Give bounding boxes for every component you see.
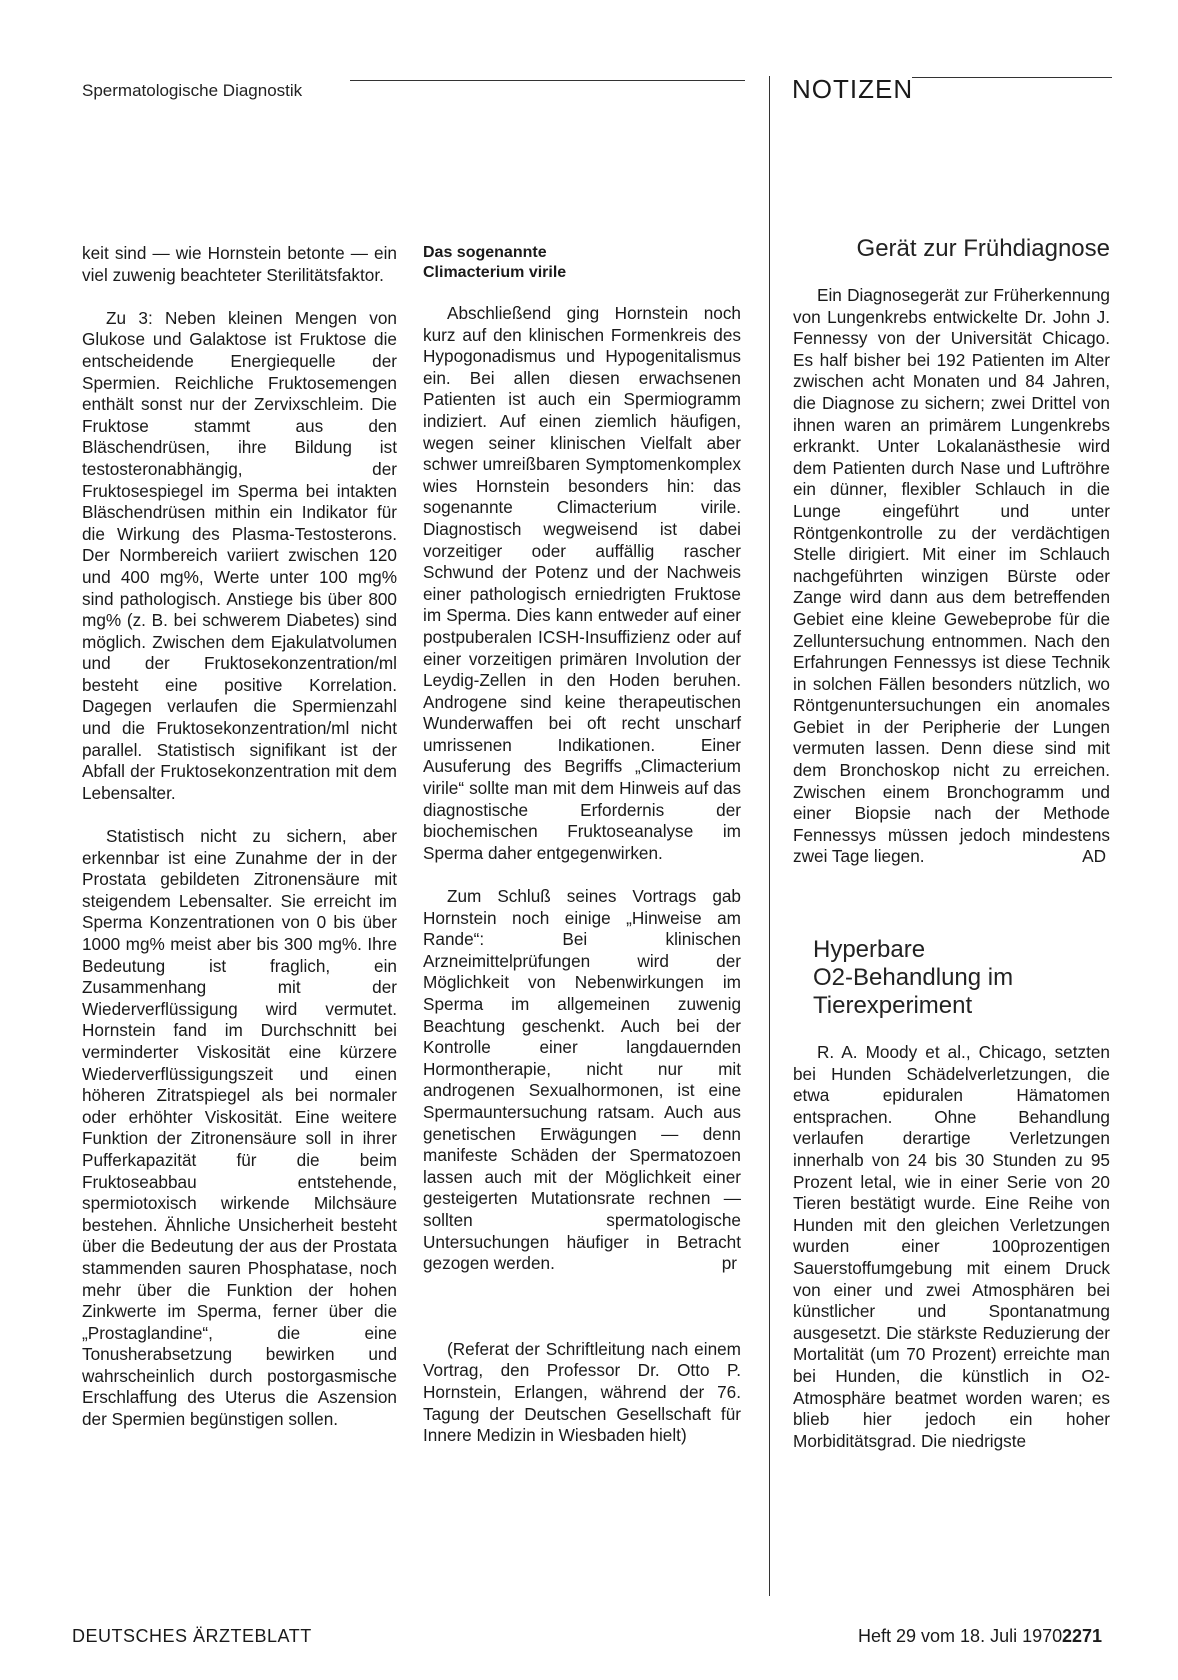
col2-paragraph-2	[423, 886, 741, 1275]
journal-name: DEUTSCHES ÄRZTEBLATT	[72, 1626, 312, 1646]
column-2	[423, 243, 741, 1468]
author-initials-ad: AD	[1082, 846, 1106, 867]
col1-paragraph-1: keit sind — wie Hornstein betonte — ein viel zuwenig beachteter Sterilitätsfaktor.	[82, 243, 397, 285]
header-rule-left	[350, 80, 745, 81]
heading2-line-1: Hyperbare	[813, 936, 926, 964]
col3-paragraph-2: R. A. Moody et al., Chicago, setzten bei Hunden Schädelverletzungen, die etwa epiduralen Hämatomen entsprachen. Ohne Behandlung verlaufen derartige Verletzungen innerhalb von 24 bis 30 Stunden zu 95 Prozent letal, wie in einer Serie von 20 Tieren bestätigt wurde. Eine Reihe von Hunden mit den gleichen Verletzungen wurden einer 100prozentigen Sauerstoffumgebung mit einem Druck von einer und zwei Atmosphären bei künstlicher und Spontanatmung ausgesetzt. Die stärkste Reduzierung der Mortalität (um 70 Prozent) erreichte man bei Hunden, die künstlich in O2-Atmosphäre beatmet worden waren; es blieb hier jedoch ein hoher Morbiditätsgrad. Die niedrigste	[793, 1042, 1110, 1451]
notiz-heading-1: Gerät zur Frühdiagnose	[856, 235, 1110, 262]
col2-paragraph-2-text: Zum Schluß seines Vortrags gab Hornstein noch einige „Hinweise am Rande“: Bei klinischen Arzneimittelprüfungen wird der Möglichkeit von Nebenwirkungen im Sperma im allgemeinen zuwenig Beachtung geschenkt. Auch bei der Kontrolle einer langdauernden Hormontherapie, nicht nur mit androgenen Sexualhormonen, ist eine Spermauntersuchung ratsam. Auch aus genetischen Erwägungen — denn manifeste Schäden der Spermatozoen lassen auch mit der Möglichkeit einer gesteigerten Mutationsrate rechnen — sollten spermatologische Untersuchungen häufiger in Betracht gezogen werden.	[423, 886, 741, 1274]
running-title: Spermatologische Diagnostik	[82, 81, 303, 100]
col3-paragraph-1-text: Ein Diagnosegerät zur Früherkennung von Lungenkrebs entwickelte Dr. John J. Fennessy von der Universität Chicago. Es half bisher bei 192 Patienten im Alter zwischen acht Monaten und 84 Jahren, die Diagnose zu sichern; zwei Drittel von ihnen waren an primärem Lungenkrebs erkrankt. Unter Lokalanästhesie wird dem Patienten durch Nase und Luftröhre ein dünner, flexibler Schlauch in die Lunge eingeführt und unter Röntgenkontrolle zu der verdächtigen Stelle dirigiert. Mit einer im Schlauch nachgeführten winzigen Bürste oder Zange wird dann aus dem betreffenden Gebiet eine kleine Gewebeprobe für die Zelluntersuchung entnommen. Nach den Erfahrungen Fennessys ist diese Technik in solchen Fällen besonders nützlich, wo Röntgenuntersuchungen ein anomales Gebiet in der Peripherie der Lungen vermuten lassen. Denn diese sind mit dem Bronchoskop nicht zu erreichen. Zwischen einem Bronchogramm und einer Biopsie nach der Methode Fennessys müssen jedoch mindestens zwei Tage liegen.	[793, 285, 1110, 867]
col1-paragraph-2: Zu 3: Neben kleinen Mengen von Glukose und Galaktose ist Fruktose die entscheidende Energiequelle der Spermien. Reichliche Fruktosemengen enthält sonst nur der Zervixschleim. Die Fruktose stammt aus den Bläschendrüsen, ihre Bildung ist testosteronabhängig, der Fruktosespiegel im Sperma bei intakten Bläschendrüsen mithin ein Indikator für die Wirkung des Plasma-Testosterons. Der Normbereich variiert zwischen 120 und 400 mg%, Werte unter 100 mg% sind pathologisch. Anstiege bis über 800 mg% (z. B. bei schwerem Diabetes) sind möglich. Zwischen dem Ejakulatvolumen und der Fruktosekonzentration/ml besteht eine positive Korrelation. Dagegen verlaufen die Spermienzahl und die Fruktosekonzentration/ml nicht parallel. Statistisch signifikant ist der Abfall der Fruktosekonzentration mit dem Lebensalter.	[82, 307, 397, 803]
section-heading-climacterium	[423, 243, 741, 283]
issue-info: Heft 29 vom 18. Juli 1970	[858, 1626, 1063, 1646]
column-3	[793, 235, 1110, 1474]
column-divider	[769, 76, 770, 1596]
col1-paragraph-3: Statistisch nicht zu sichern, aber erkennbar ist eine Zunahme der in der Prostata gebildeten Zitronensäure mit steigendem Lebensalter. Sie erreicht im Sperma Konzentrationen von 0 bis über 1000 mg% meist aber bis 300 mg%. Ihre Bedeutung ist fraglich, ein Zusammenhang mit der Wiederverflüssigung wird vermutet. Hornstein fand im Durchschnitt bei verminderter Viskosität eine kürzere Wiederverflüssigungszeit und einen höheren Zitratspiegel als bei normaler oder erhöhter Viskosität. Eine weitere Funktion der Zitronensäure soll in ihrer Pufferkapazität für die beim Fruktoseabbau entstehende, spermiotoxisch wirkende Milchsäure bestehen. Ähnliche Unsicherheit besteht über die Bedeutung der aus der Prostata stammenden sauren Phosphatase, noch mehr über die Funktion der hohen Zinkwerte im Sperma, ferner über die „Prostaglandine“, die eine Tonusherabsetzung bewirken und wahrscheinlich durch postorgasmische Erschlaffung des Uterus die Aszension der Spermien begünstigen sollen.	[82, 826, 397, 1430]
section-title: NOTIZEN	[792, 74, 914, 104]
column-1	[82, 243, 397, 1452]
heading2-line-3: Tierexperiment	[813, 992, 973, 1020]
author-initials: pr	[721, 1253, 737, 1274]
col2-paragraph-1: Abschließend ging Hornstein noch kurz auf den klinischen Formenkreis des Hypogonadismus und Hypogenitalismus ein. Bei allen diesen erwachsenen Patienten ist auch ein Spermiogramm indiziert. Auf einen ziemlich häufigen, wegen seiner klinischen Vielfalt aber schwer umreißbaren Symptomenkomplex wies Hornstein besonders hin: das sogenannte Climacterium virile. Diagnostisch wegweisend ist dabei vorzeitiger oder auffällig rascher Schwund der Potenz und der Nachweis einer pathologisch erniedrigten Fruktose im Sperma. Dies kann entweder auf einer postpuberalen ICSH-Insuffizienz oder auf einer vorzeitigen primären Involution der Leydig-Zellen in den Hoden beruhen. Androgene sind keine therapeutischen Wunderwaffen bei oft recht unscharf umrissenen Indikationen. Einer Ausuferung des Begriffs „Climacterium virile“ sollte man mit dem Hinweis auf das diagnostische Erfordernis der biochemischen Fruktoseanalyse im Sperma daher entgegenwirken.	[423, 303, 741, 863]
heading-line-2: Climacterium virile	[423, 264, 567, 281]
col2-paragraph-3: (Referat der Schriftleitung nach einem Vortrag, den Professor Dr. Otto P. Hornstein, Erlangen, während der 76. Tagung der Deutschen Gesellschaft für Innere Medizin in Wiesbaden hielt)	[423, 1338, 741, 1446]
notiz-heading-2	[813, 936, 1110, 1020]
header-rule-right	[912, 77, 1112, 78]
page-number: 2271	[1062, 1626, 1103, 1646]
col3-paragraph-1	[793, 285, 1110, 868]
heading2-line-2: O2-Behandlung im	[813, 964, 1014, 992]
heading-line-1: Das sogenannte	[423, 244, 547, 261]
